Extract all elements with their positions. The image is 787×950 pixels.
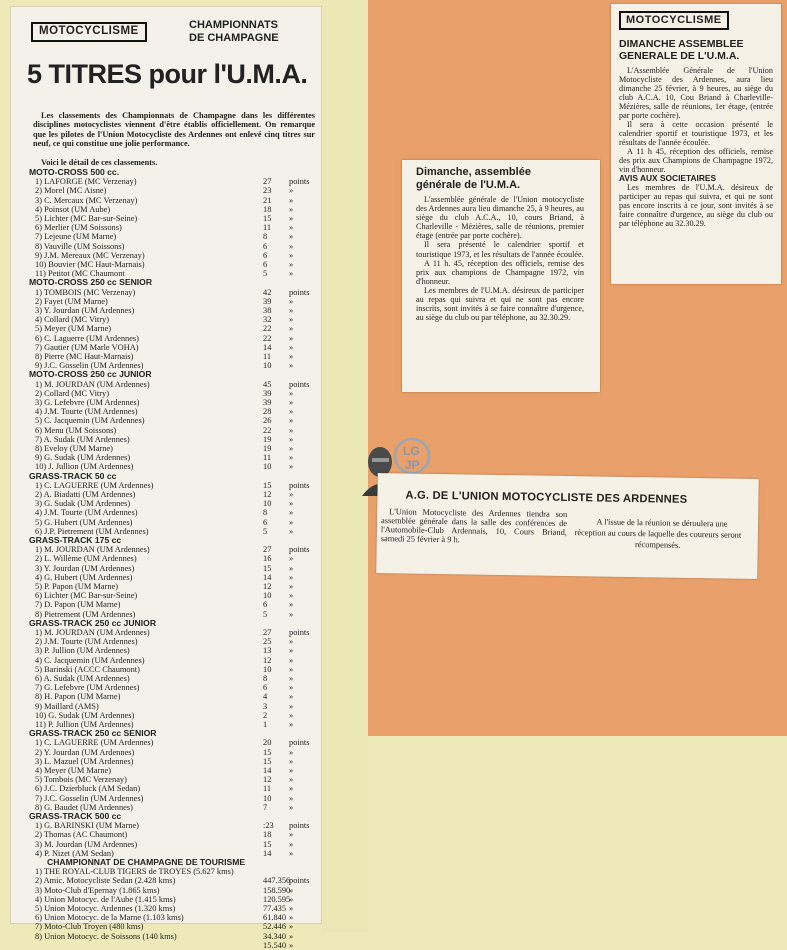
result-points: 15 (263, 480, 272, 490)
result-name: 2) Thomas (AC Chaumont) (35, 830, 128, 840)
result-name: 4) Meyer (UM Marne) (35, 766, 112, 775)
result-name: 6) J.C. Dzierbluck (AM Sedan) (35, 784, 141, 794)
result-points: 6 (263, 600, 268, 610)
result-unit: » (289, 324, 294, 334)
result-unit: » (289, 554, 294, 564)
result-points: 32 (263, 315, 272, 325)
result-points: 5 (263, 526, 268, 536)
result-name: 10) Bouvier (MC Haut-Marnais) (35, 260, 145, 269)
result-unit: » (289, 664, 294, 674)
result-unit: » (289, 333, 294, 343)
result-points: 10 (263, 793, 272, 803)
result-points: 12 (263, 655, 272, 665)
result-name: 9) J.M. Mereaux (MC Verzenay) (35, 250, 145, 260)
result-name: 1) C. LAGUERRE (UM Ardennes) (35, 480, 154, 490)
result-name: 4) Union Motocyc. de l'Aube (1.415 kms) (35, 894, 176, 904)
section-heading: MOTO-CROSS 500 cc. (29, 167, 120, 177)
result-name: 4) C. Jacquemin (UM Ardennes) (35, 655, 145, 665)
result-unit: » (289, 784, 294, 794)
result-unit: » (289, 186, 294, 196)
result-unit: » (289, 922, 294, 932)
result-points: 10 (263, 499, 272, 509)
result-name: 5) Union Motocyc. Ardennes (1.320 kms) (35, 904, 176, 913)
result-unit: » (289, 839, 294, 849)
result-name: 3) Y. Jourdan (UM Ardennes) (35, 306, 135, 315)
middle-headline: Dimanche, assemblée générale de l'U.M.A. (416, 166, 531, 191)
result-name: 4) G. Hubert (UM Ardennes) (35, 572, 133, 582)
result-name: 4) J.M. Tourte (UM Ardennes) (35, 407, 138, 417)
result-name: 8) Vauville (UM Soissons) (35, 241, 125, 251)
assembly-body: L'Assemblée Générale de l'Union Motocycliste des Ardennes, aura lieu dimanche 25 février, à 9 heures, au siège du club A.C.A. 10, Cou Briand à Charleville-Mézières, salle de réunions, 1er étage, (entrée par porte cochère). Il sera à cette occasion présenté le calendrier sportif et touristique 1973, et les résultats de l'année écoulée. A 11 h 45, réception des officiels, remise des prix aux Champions de Champagne 1972, vin d'honneur. AVIS AUX SOCIETAIRES Les membres de l'U.M.A. désireux de participer au repas qui suivra, et qui ne sont pas encore inscrits à ce jour, sont invités à se faire connaître d'urgence, au siège du club ou par téléphone au 32.30.29. (619, 66, 773, 228)
result-name: 7) G. Lefebvre (UM Ardennes) (35, 683, 140, 693)
result-points: 12 (263, 775, 272, 785)
result-points: 12 (263, 490, 272, 499)
result-name: 2) Amic. Motocycliste Sedan (2.428 kms) (35, 876, 176, 886)
ardennes-clipping (376, 473, 759, 579)
result-unit: » (289, 388, 294, 398)
result-name: 5) Lichter (MC Bar-sur-Seine) (35, 214, 138, 223)
result-points: 5 (263, 609, 268, 619)
result-unit: points (289, 876, 310, 886)
result-unit: » (289, 453, 294, 463)
result-name: 3) G. Lefebvre (UM Ardennes) (35, 398, 140, 407)
result-points: 15.540 (263, 940, 287, 950)
result-unit: points (289, 738, 310, 748)
result-unit: points (289, 545, 310, 555)
result-name: 8) Pietrement (UM Ardennes) (35, 609, 136, 619)
ardennes-col-1: L'Union Motocycliste des Ardennes tiendra son assemblée générale dans la salle des conférences de l'Automobile-Club Ardennais, 10, Cours Briand, samedi 25 février à 9 h. (380, 507, 568, 545)
result-unit: » (289, 848, 294, 858)
result-unit: » (289, 398, 294, 407)
svg-text:LG: LG (403, 444, 420, 458)
result-unit: » (289, 646, 294, 656)
result-points: 77.435 (263, 904, 287, 913)
result-points: 18 (263, 204, 272, 214)
result-name: 2) Y. Jourdan (UM Ardennes) (35, 747, 135, 757)
result-points: 19 (263, 434, 272, 444)
result-name: 6) J.P. Pietrement (UM Ardennes) (35, 526, 149, 536)
result-name: 5) Barinski (ACCC Chaumont) (35, 664, 140, 674)
result-points: 11 (263, 352, 272, 361)
result-name: 4) Poinsot (UM Aube) (35, 204, 111, 214)
result-unit: » (289, 434, 294, 444)
result-unit: » (289, 260, 294, 269)
result-name: 8) Union Motocyc. de Soissons (140 kms) (35, 931, 177, 941)
result-name: 3) L. Mazuel (UM Ardennes) (35, 756, 134, 766)
intro-paragraph: Les classements des Championnats de Champagne dans les différentes disciplines motocyclistes viennent d'être établis officiellement. On remarque que les pilotes de l'Union Motocycliste des Ardennes ont enlevé cinq titres sur neuf, ce qui constitue une jolie performance. (33, 111, 315, 149)
result-name: 1) G. BARINSKI (UM Marne) (35, 821, 139, 831)
championnats-heading (189, 19, 279, 45)
result-points: 5 (263, 269, 268, 279)
result-name: 8) Pierre (MC Haut-Marnais) (35, 352, 134, 361)
result-name: 10) G. Sudak (UM Ardennes) (35, 710, 135, 720)
result-points: 26 (263, 416, 272, 426)
result-name: 1) C. LAGUERRE (UM Ardennes) (35, 738, 154, 748)
result-points: 3 (263, 701, 268, 711)
result-unit: » (289, 342, 294, 352)
result-name: 1) THE ROYAL-CLUB TIGERS de TROYES (5.627 kms) (35, 867, 234, 877)
result-unit: » (289, 885, 294, 895)
result-unit: » (289, 490, 294, 499)
result-name: 7) Moto-Club Troyen (480 kms) (35, 922, 144, 932)
page-title: 5 TITRES pour l'U.M.A. (27, 59, 308, 89)
result-unit: » (289, 352, 294, 361)
result-points: 45 (263, 379, 272, 389)
result-name: 1) M. JOURDAN (UM Ardennes) (35, 545, 150, 555)
result-name: 6) C. Laguerre (UM Ardennes) (35, 333, 139, 343)
result-points: 12 (263, 582, 272, 591)
result-unit: » (289, 683, 294, 693)
result-name: 5) Meyer (UM Marne) (35, 324, 112, 334)
result-points: 39 (263, 296, 272, 306)
result-name: 4) P. Nizet (AM Sedan) (35, 848, 114, 858)
result-points: 14 (263, 342, 272, 352)
result-unit: » (289, 462, 294, 472)
result-unit: points (289, 628, 310, 637)
result-points: 22 (263, 324, 272, 334)
result-points: 10 (263, 361, 272, 371)
result-name: 6) Merlier (UM Soissons) (35, 223, 122, 233)
result-unit: » (289, 913, 294, 923)
result-unit: » (289, 572, 294, 582)
section-heading: GRASS-TRACK 50 cc (29, 470, 117, 481)
result-unit: » (289, 416, 294, 426)
result-unit: » (289, 701, 294, 711)
result-points: 23 (263, 186, 272, 196)
result-name: 9) G. Sudak (UM Ardennes) (35, 453, 131, 463)
result-points: 28 (263, 407, 272, 417)
result-name: 3) P. Jullion (UM Ardennes) (35, 646, 130, 656)
result-points: :23 (263, 821, 274, 831)
result-name: 9) Maillard (AMS) (35, 701, 99, 711)
result-points: 39 (263, 398, 272, 407)
result-points: 14 (263, 766, 272, 775)
result-points: 15 (263, 563, 272, 573)
result-points: 120.595 (263, 894, 291, 904)
result-unit: » (289, 710, 294, 720)
result-unit: » (289, 609, 294, 619)
result-points: 20 (263, 738, 272, 748)
result-unit: » (289, 775, 294, 785)
result-points: 27 (263, 545, 272, 555)
result-name: 6) Menu (UM Soissons) (35, 425, 117, 435)
section-heading: MOTO-CROSS 250 cc JUNIOR (29, 369, 152, 380)
result-unit: » (289, 756, 294, 766)
result-name: 1) M. JOURDAN (UM Ardennes) (35, 379, 150, 389)
result-points: 8 (263, 508, 268, 518)
result-points: 158.590 (263, 885, 291, 895)
result-name: 3) G. Sudak (UM Ardennes) (35, 499, 131, 509)
motocyclisme-badge-2: MOTOCYCLISME (619, 11, 729, 30)
result-points: 38 (263, 306, 272, 315)
result-points: 27 (263, 628, 272, 637)
result-unit: » (289, 361, 294, 371)
result-points: 34.340 (263, 931, 287, 941)
result-unit: » (289, 517, 294, 527)
result-points: 6 (263, 683, 268, 693)
result-unit: » (289, 931, 294, 941)
result-name: 4) Collard (MC Vitry) (35, 315, 110, 325)
result-name: 6) A. Sudak (UM Ardennes) (35, 674, 130, 683)
result-name: 6) Union Motocyc. de la Marne (1.103 kms) (35, 913, 184, 923)
result-points: 15 (263, 756, 272, 766)
result-name: 8) Eveloy (UM Marne) (35, 444, 113, 453)
result-unit: » (289, 591, 294, 601)
result-points: 39 (263, 388, 272, 398)
result-points: 11 (263, 453, 272, 463)
result-unit: » (289, 269, 294, 279)
svg-text:JP: JP (405, 458, 420, 472)
result-name: 4) J.M. Tourte (UM Ardennes) (35, 508, 138, 518)
result-unit: » (289, 232, 294, 242)
heading-line-1: CHAMPIONNATS (189, 19, 279, 31)
result-points: 25 (263, 637, 272, 647)
result-points: 1 (263, 720, 268, 729)
result-points: 10 (263, 591, 272, 601)
result-unit: points (289, 821, 310, 831)
results-clipping (10, 6, 322, 950)
result-points: 11 (263, 784, 272, 794)
result-unit: » (289, 904, 294, 913)
result-points: 6 (263, 241, 268, 251)
result-points: 2 (263, 710, 268, 720)
result-unit: points (289, 177, 310, 187)
ardennes-headline: A.G. DE L'UNION MOTOCYCLISTE DES ARDENNES (405, 489, 688, 506)
section-heading: GRASS-TRACK 500 cc (29, 811, 122, 821)
result-unit: » (289, 526, 294, 536)
result-points: 4 (263, 692, 268, 702)
result-name: 1) TOMBOIS (MC Verzenay) (35, 287, 136, 297)
result-name: 2) A. Biadatti (UM Ardennes) (35, 490, 136, 499)
result-points: 10 (263, 664, 272, 674)
result-unit: points (289, 480, 310, 490)
result-unit: » (289, 894, 294, 904)
result-unit: » (289, 444, 294, 453)
result-unit: » (289, 204, 294, 214)
avis-subhead: AVIS AUX SOCIETAIRES (619, 173, 717, 183)
result-unit: » (289, 223, 294, 233)
section-heading: CHAMPIONNAT DE CHAMPAGNE DE TOURISME (47, 857, 246, 867)
result-points: 8 (263, 232, 268, 242)
result-unit: » (289, 407, 294, 417)
result-name: 3) M. Jourdan (UM Ardennes) (35, 839, 138, 849)
result-name: 3) C. Mercaux (MC Verzenay) (35, 195, 138, 205)
section-heading: MOTO-CROSS 250 cc SENIOR (29, 277, 153, 288)
result-name: 2) Morel (MC Aisne) (35, 186, 107, 196)
result-name: 7) Lejeune (UM Marne) (35, 232, 117, 242)
result-unit: » (289, 766, 294, 775)
result-points: 7 (263, 802, 268, 812)
detail-line: Voici le détail de ces classements. (41, 158, 158, 167)
result-points: 16 (263, 554, 272, 564)
result-name: 11) Petitot (MC Chaumont (35, 269, 125, 279)
result-points: 21 (263, 195, 272, 205)
motocyclisme-badge: MOTOCYCLISME (31, 21, 147, 42)
assembly-headline: DIMANCHE ASSEMBLEE GENERALE DE L'U.M.A. (619, 38, 744, 62)
result-points: 13 (263, 646, 272, 656)
result-unit: » (289, 214, 294, 223)
result-unit: » (289, 250, 294, 260)
result-name: 6) Lichter (MC Bar-sur-Seine) (35, 591, 138, 601)
result-points: 52.446 (263, 922, 287, 932)
result-name: 2) Collard (MC Vitry) (35, 388, 110, 398)
heading-line-2: DE CHAMPAGNE (189, 32, 279, 44)
result-unit: » (289, 296, 294, 306)
result-unit: » (289, 241, 294, 251)
result-points: 42 (263, 287, 272, 297)
result-name: 1) LAFORGE (MC Verzenay) (35, 177, 137, 187)
result-unit: » (289, 747, 294, 757)
result-name: 5) P. Papon (UM Marne) (35, 582, 119, 591)
assembly-clipping-middle (402, 160, 600, 392)
result-name: 2) J.M. Tourte (UM Ardennes) (35, 637, 138, 647)
section-heading: GRASS-TRACK 250 cc SENIOR (29, 728, 157, 739)
result-points: 61.840 (263, 913, 287, 923)
assembly-clipping-top (611, 4, 781, 284)
result-unit: » (289, 802, 294, 812)
result-unit: » (289, 315, 294, 325)
result-name: 5) Tombois (MC Verzenay) (35, 775, 127, 785)
result-name: 5) C. Jacquemin (UM Ardennes) (35, 416, 145, 426)
result-points: 27 (263, 177, 272, 187)
result-name: 8) H. Papon (UM Marne) (35, 692, 121, 702)
result-points: 14 (263, 848, 272, 858)
result-unit: » (289, 720, 294, 729)
result-name: 7) J.C. Gosselin (UM Ardennes) (35, 793, 144, 803)
result-unit: » (289, 582, 294, 591)
result-name: 9) J.C. Gosselin (UM Ardennes) (35, 361, 144, 371)
result-unit: » (289, 674, 294, 683)
middle-body: L'assemblée générale de l'Union motocycliste des Ardennes aura lieu dimanche 25, à 9 heures, au siège du club A.C.A., 10, cours Briand, à Charleville - Mézières, salle de réunions, premier étage (entrée par porte cochère). Il sera présenté le calendrier sportif et touristique 1973, et les résultats de l'année écoulée. A 11 h. 45, réception des officiels, remise des prix aux champions de Champagne 1972, vin d'honneur. Les membres de l'U.M.A. désireux de participer au repas qui suivra et qui ne sont pas encore inscrits, sont invités à se faire connaître d'urgence, au siège du club ou par téléphone, au 32.30.29. (416, 195, 584, 323)
result-points: 15 (263, 839, 272, 849)
result-points: 6 (263, 517, 268, 527)
result-points: 6 (263, 260, 268, 269)
result-unit: » (289, 692, 294, 702)
result-unit: » (289, 306, 294, 315)
result-name: 7) A. Sudak (UM Ardennes) (35, 434, 130, 444)
result-unit: » (289, 508, 294, 518)
result-name: 2) L. Willème (UM Ardennes) (35, 554, 137, 564)
section-heading: GRASS-TRACK 175 cc (29, 535, 122, 545)
result-name: 2) Fayet (UM Marne) (35, 296, 108, 306)
result-points: 6 (263, 250, 268, 260)
result-points: 22 (263, 333, 272, 343)
result-unit: » (289, 563, 294, 573)
result-points: 11 (263, 223, 272, 233)
result-unit: points (289, 287, 310, 297)
result-unit: » (289, 425, 294, 435)
result-name: 3) Moto-Club d'Epernay (1.865 kms) (35, 885, 160, 895)
result-points: 15 (263, 214, 272, 223)
result-unit: » (289, 600, 294, 610)
result-unit: » (289, 195, 294, 205)
result-points: 14 (263, 572, 272, 582)
result-unit: » (289, 830, 294, 840)
result-points: 18 (263, 830, 272, 840)
result-unit: » (289, 940, 294, 950)
result-unit: » (289, 793, 294, 803)
result-name: 8) G. Baudet (UM Ardennes) (35, 802, 133, 812)
result-points: 22 (263, 425, 272, 435)
result-name: 7) Gautier (UM Marle VOHA) (35, 342, 139, 352)
result-name: 7) D. Papon (UM Marne) (35, 600, 121, 610)
result-name: 10) J. Jullion (UM Ardennes) (35, 462, 134, 472)
result-name: 11) P. Jullion (UM Ardennes) (35, 720, 134, 729)
ardennes-col-2: A l'issue de la réunion se déroulera une réception au cours de laquelle des coureurs seront récompensés. (574, 517, 742, 550)
result-points: 8 (263, 674, 268, 683)
result-name: 5) G. Hubert (UM Ardennes) (35, 517, 133, 527)
result-unit: » (289, 499, 294, 509)
result-points: 19 (263, 444, 272, 453)
result-points: 15 (263, 747, 272, 757)
section-heading: GRASS-TRACK 250 cc JUNIOR (29, 617, 157, 628)
result-unit: points (289, 379, 310, 389)
result-name: 3) Y. Jourdan (UM Ardennes) (35, 563, 135, 573)
result-points: 10 (263, 462, 272, 472)
result-points: 447.356 (263, 876, 291, 886)
result-unit: » (289, 655, 294, 665)
result-unit: » (289, 637, 294, 647)
result-name: 1) M. JOURDAN (UM Ardennes) (35, 628, 150, 637)
